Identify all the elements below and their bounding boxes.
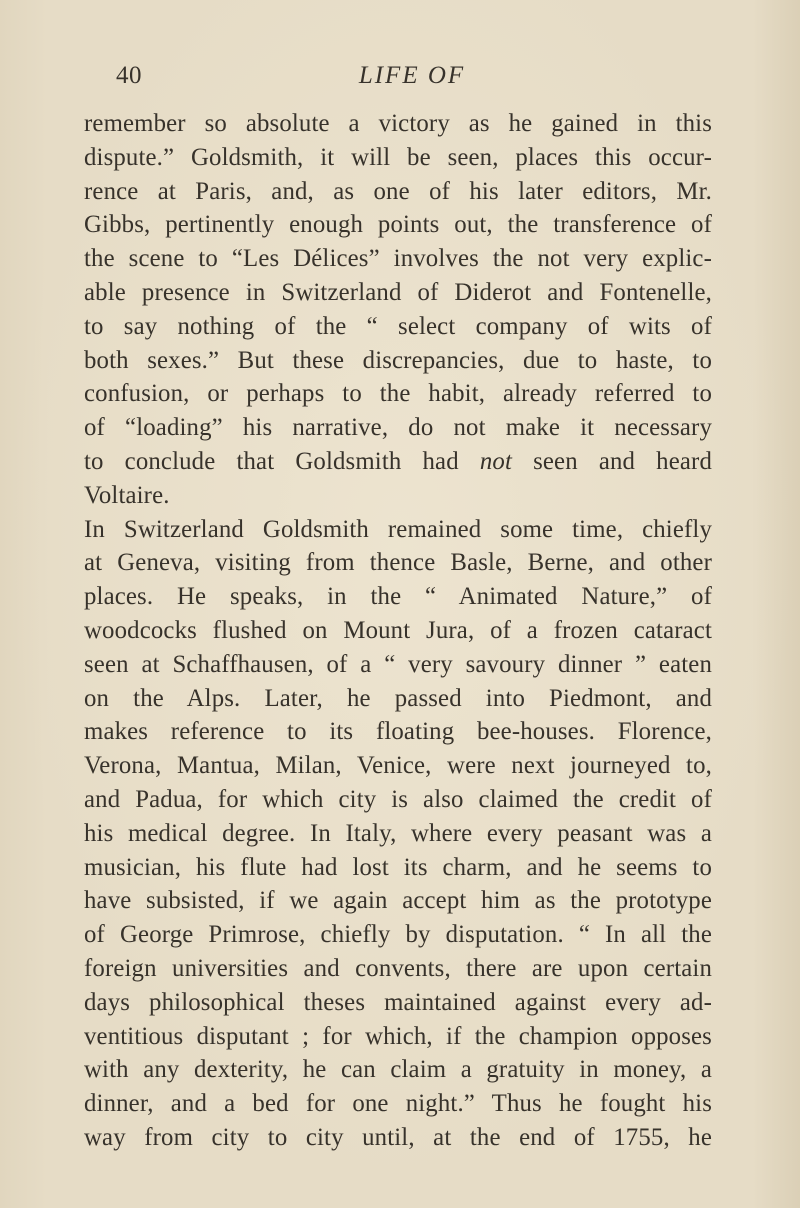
text-line: with any dexterity, he can claim a gratuity in money, a <box>84 1056 712 1084</box>
text-line: ventitious disputant ; for which, if the champion opposes <box>84 1022 712 1050</box>
text-line: his medical degree. In Italy, where every peasant was a <box>84 819 712 847</box>
text-line: Gibbs, pertinently enough points out, the transference of <box>84 211 712 239</box>
text-line: both sexes.” But these discrepancies, due to haste, to <box>84 346 712 374</box>
text-line-with-italic <box>84 445 712 479</box>
text-line: at Geneva, visiting from thence Basle, Berne, and other <box>84 549 712 577</box>
text-line: remember so absolute a victory as he gained in this <box>84 110 712 137</box>
running-title: LIFE OF <box>358 62 466 89</box>
text-line: woodcocks flushed on Mount Jura, of a frozen cataract <box>84 616 712 644</box>
body-text <box>84 107 712 1155</box>
text-line: have subsisted, if we again accept him as the prototype <box>84 887 712 915</box>
text-line: musician, his flute had lost its charm, and he seems to <box>84 853 712 881</box>
text-line: dispute.” Goldsmith, it will be seen, places this occur- <box>84 143 712 171</box>
text-line: places. He speaks, in the “ Animated Nature,” of <box>84 583 712 611</box>
text-line: to say nothing of the “ select company of wits of <box>84 312 712 340</box>
text-line-paragraph-end: Voltaire. <box>84 481 170 509</box>
text-line: able presence in Switzerland of Diderot and Fontenelle, <box>84 278 712 306</box>
text-line: foreign universities and convents, there are upon certain <box>84 954 712 982</box>
text-line: confusion, or perhaps to the habit, already referred to <box>84 380 712 408</box>
running-head <box>116 62 708 94</box>
text-line-paragraph-start: In Switzerland Goldsmith remained some time, chiefly <box>84 515 712 543</box>
text-line: dinner, and a bed for one night.” Thus he fought his <box>84 1090 712 1118</box>
text-line: makes reference to its floating bee-houses. Florence, <box>84 718 712 746</box>
text-line: and Padua, for which city is also claimed the credit of <box>84 785 712 813</box>
text-line: of “loading” his narrative, do not make it necessary <box>84 414 712 442</box>
page-number: 40 <box>116 62 142 89</box>
text-line: rence at Paris, and, as one of his later editors, Mr. <box>84 177 712 205</box>
text-line: of George Primrose, chiefly by disputation. “ In all the <box>84 921 712 949</box>
text-line: the scene to “Les Délices” involves the not very explic- <box>84 245 712 273</box>
text-line: Verona, Mantua, Milan, Venice, were next journeyed to, <box>84 752 712 780</box>
italic-word: not <box>479 447 512 475</box>
text-line: way from city to city until, at the end of 1755, he <box>84 1123 712 1151</box>
text-line: on the Alps. Later, he passed into Piedmont, and <box>84 684 712 712</box>
text-segment: to conclude that Goldsmith had <box>84 447 480 475</box>
text-line: days philosophical theses maintained against every ad- <box>84 988 712 1016</box>
text-line: seen at Schaffhausen, of a “ very savoury dinner ” eaten <box>84 650 712 678</box>
text-segment: seen and heard <box>511 447 712 475</box>
